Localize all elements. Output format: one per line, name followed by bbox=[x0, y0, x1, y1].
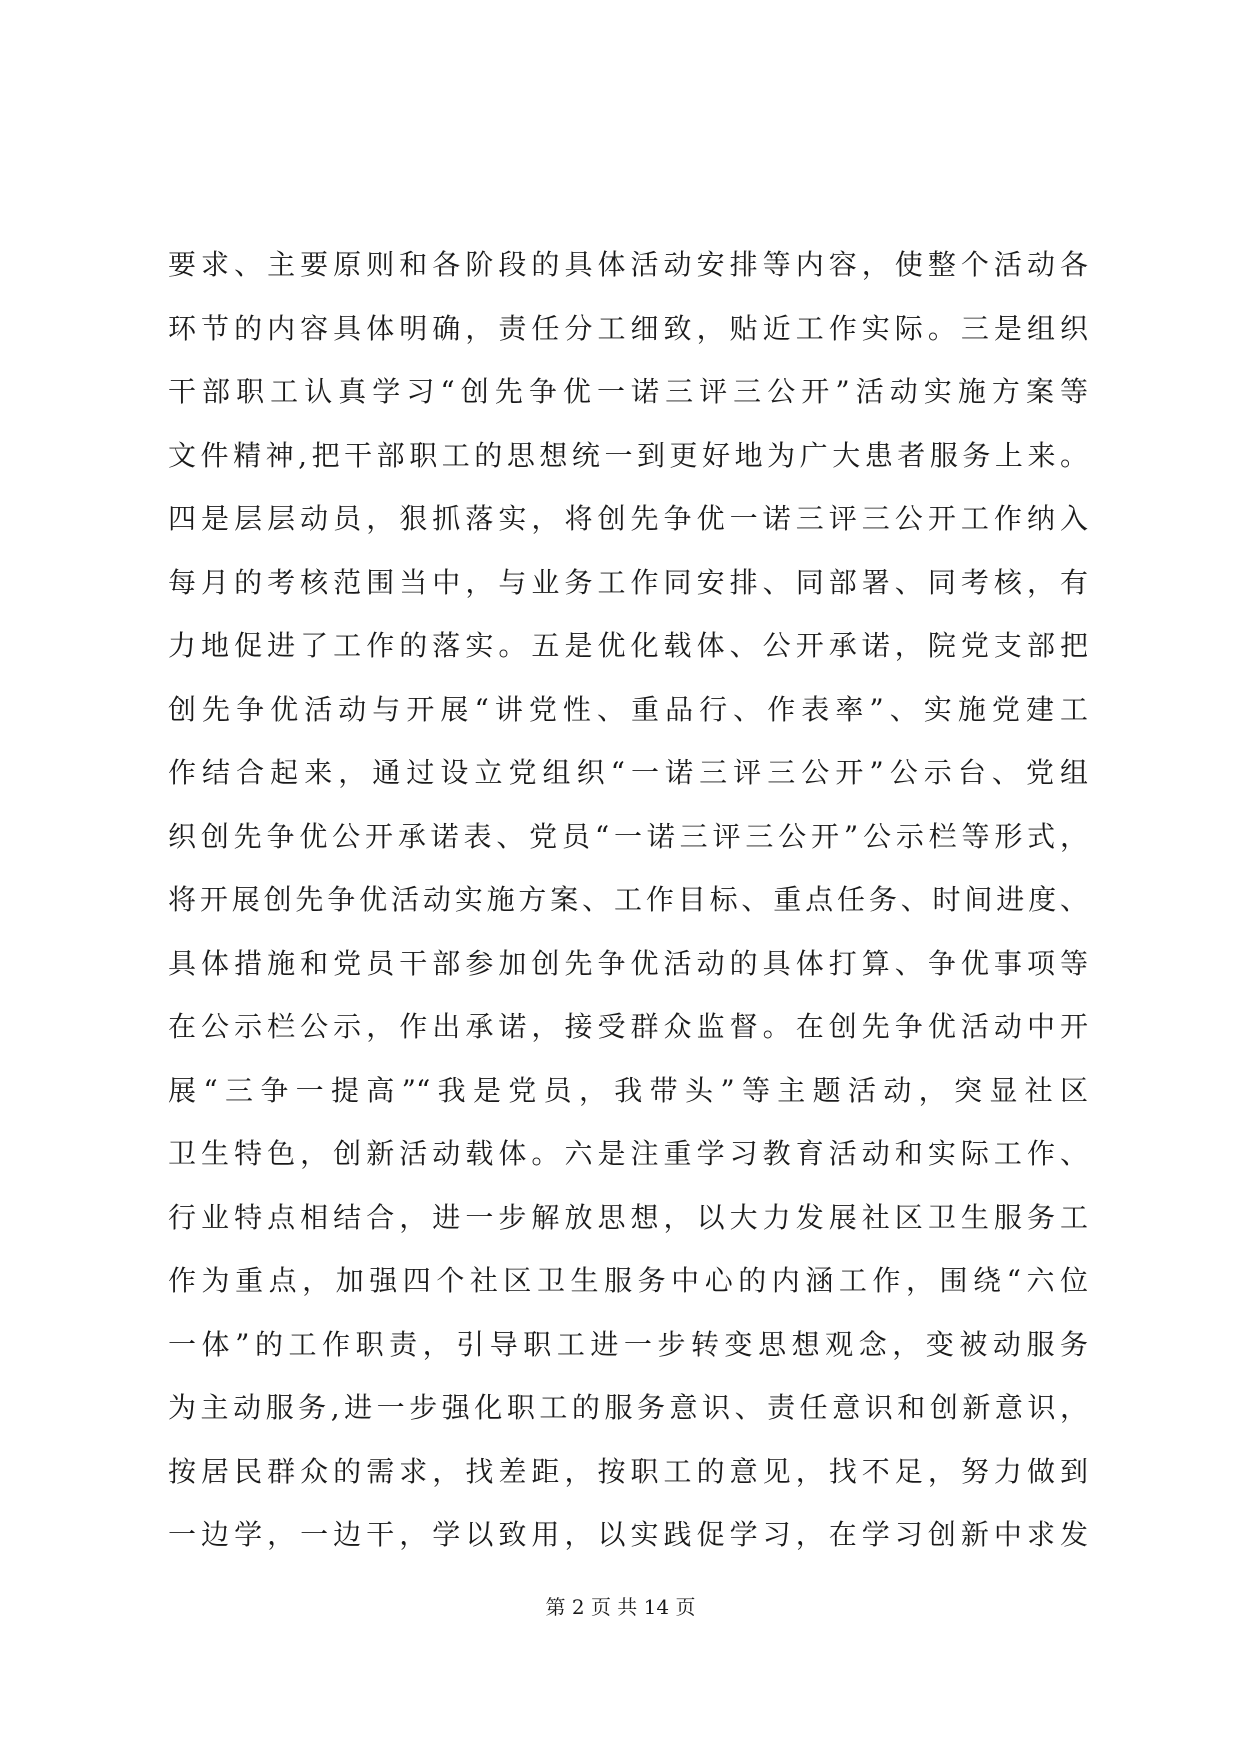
text-line: 力地促进了工作的落实。五是优化载体、公开承诺，院党支部把 bbox=[168, 629, 1088, 662]
text-line: 一体”的工作职责，引导职工进一步转变思想观念，变被动服务 bbox=[168, 1327, 1088, 1361]
text-line: 为主动服务,进一步强化职工的服务意识、责任意识和创新意识， bbox=[168, 1391, 1088, 1424]
text-line: 卫生特色，创新活动载体。六是注重学习教育活动和实际工作、 bbox=[168, 1137, 1088, 1170]
text-line: 创先争优活动与开展“讲党性、重品行、作表率”、实施党建工 bbox=[168, 692, 1088, 726]
text-line: 一边学，一边干，学以致用，以实践促学习，在学习创新中求发 bbox=[168, 1518, 1088, 1551]
body-text bbox=[168, 233, 1088, 1567]
text-line: 文件精神,把干部职工的思想统一到更好地为广大患者服务上来。 bbox=[168, 438, 1088, 472]
text-line: 要求、主要原则和各阶段的具体活动安排等内容，使整个活动各 bbox=[168, 248, 1088, 281]
text-line: 四是层层动员，狠抓落实，将创先争优一诺三评三公开工作纳入 bbox=[168, 502, 1088, 535]
page-number-footer: 第 2 页 共 14 页 bbox=[545, 1595, 696, 1619]
text-line: 在公示栏公示，作出承诺，接受群众监督。在创先争优活动中开 bbox=[168, 1010, 1088, 1043]
text-line: 每月的考核范围当中，与业务工作同安排、同部署、同考核，有 bbox=[168, 565, 1088, 599]
text-line: 按居民群众的需求，找差距，按职工的意见，找不足，努力做到 bbox=[168, 1454, 1088, 1488]
text-line: 作为重点，加强四个社区卫生服务中心的内涵工作，围绕“六位 bbox=[168, 1264, 1088, 1297]
text-line: 展“三争一提高”“我是党员，我带头”等主题活动，突显社区 bbox=[168, 1073, 1088, 1107]
text-line: 干部职工认真学习“创先争优一诺三评三公开”活动实施方案等 bbox=[168, 375, 1088, 408]
text-line: 具体措施和党员干部参加创先争优活动的具体打算、争优事项等 bbox=[168, 946, 1088, 980]
text-line: 环节的内容具体明确，责任分工细致，贴近工作实际。三是组织 bbox=[168, 311, 1088, 345]
text-line: 将开展创先争优活动实施方案、工作目标、重点任务、时间进度、 bbox=[168, 883, 1088, 916]
text-line: 行业特点相结合，进一步解放思想，以大力发展社区卫生服务工 bbox=[168, 1200, 1088, 1234]
text-line: 作结合起来，通过设立党组织“一诺三评三公开”公示台、党组 bbox=[168, 756, 1088, 789]
text-line: 织创先争优公开承诺表、党员“一诺三评三公开”公示栏等形式， bbox=[168, 819, 1088, 853]
